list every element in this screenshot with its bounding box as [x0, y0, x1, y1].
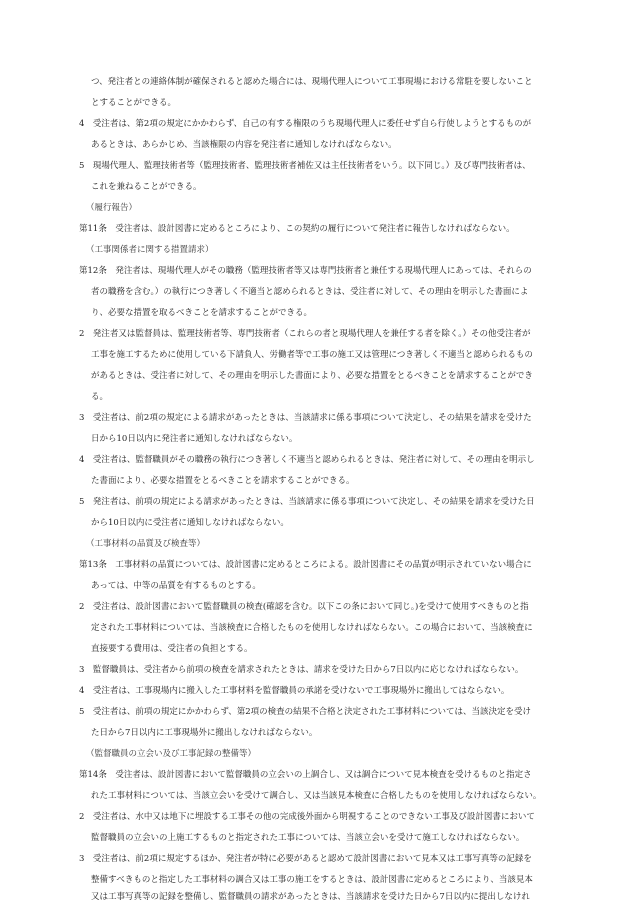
document-line-22: から10日以内に受注者に通知しなければならない。	[91, 518, 289, 528]
document-line-34: 第14条 受注者は、設計図書において監督職員の立会いの上調合し、又は調合について見本検査を受けるものと指定さ	[79, 770, 532, 780]
document-line-30: 4 受注者は、工事現場内に搬入した工事材料を監督職員の承諾を受けないで工事現場外に搬出してはならない。	[79, 686, 510, 696]
document-line-5: 5 現場代理人、監理技術者等（監理技術者、監理技術者補佐又は主任技術者をいう。以下同じ。）及び専門技術者は、	[79, 161, 531, 171]
document-line-36: 2 受注者は、水中又は地下に埋設する工事その他の完成後外面から明視することのできない工事及び設計図書において	[79, 812, 535, 822]
document-line-28: 直接要する費用は、受注者の負担とする。	[91, 644, 253, 654]
document-line-18: 日から10日以内に発注者に通知しなければならない。	[91, 434, 298, 444]
document-line-1: つ、発注者との連絡体制が確保されると認めた場合には、現場代理人について工事現場における常駐を要しないこと	[91, 77, 533, 87]
document-line-9: （工事関係者に関する措置請求）	[86, 245, 214, 255]
document-line-11: 者の職務を含む。）の執行につき著しく不適当と認められるときは、受注者に対して、その理由を明示した書面によ	[91, 287, 529, 297]
document-line-2: とすることができる。	[91, 98, 177, 108]
document-line-40: 又は工事写真等の記録を整備し、監督職員の請求があったときは、当該請求を受けた日から7日以内に提出しなけれ	[91, 892, 530, 902]
document-line-39: 整備すべきものと指定した工事材料の調合又は工事の施工をするときは、設計図書に定めるところにより、当該見本	[91, 875, 533, 885]
document-line-23: （工事材料の品質及び検査等）	[86, 539, 206, 549]
document-line-14: 工事を施工するために使用している下請負人、労働者等で工事の施工又は管理につき著しく不適当と認められるもの	[91, 350, 533, 360]
document-line-31: 5 受注者は、前項の規定にかかわらず、第2項の検査の結果不合格と決定された工事材料については、当該決定を受け	[79, 707, 531, 717]
document-line-15: があるときは、受注者に対して、その理由を明示した書面により、必要な措置をとるべきことを請求することができ	[91, 371, 533, 381]
document-line-38: 3 受注者は、前2項に規定するほか、発注者が特に必要があると認めて設計図書において見本又は工事写真等の記録を	[79, 854, 532, 864]
document-line-37: 監督職員の立会いの上施工するものと指定された工事については、当該立会いを受けて施工しなければならない。	[91, 833, 525, 843]
document-line-8: 第11条 受注者は、設計図書に定めるところにより、この契約の履行について発注者に報告しなければならない。	[79, 224, 515, 234]
document-line-24: 第13条 工事材料の品質については、設計図書に定めるところによる。設計図書にその品質が明示されていない場合に	[79, 560, 532, 570]
document-line-6: これを兼ねることができる。	[91, 182, 202, 192]
document-line-10: 第12条 発注者は、現場代理人がその職務（監理技術者等又は専門技術者と兼任する現場代理人にあっては、それらの	[79, 266, 532, 276]
document-line-33: （監督職員の立会い及び工事記録の整備等）	[86, 749, 257, 759]
document-line-13: 2 発注者又は監督員は、監理技術者等、専門技術者（これらの者と現場代理人を兼任する者を除く。）その他受注者が	[79, 329, 531, 339]
document-line-35: れた工事材料については、当該立会いを受けて調合し、又は当該見本検査に合格したものを使用しなければならない。	[91, 791, 542, 801]
document-line-3: 4 受注者は、第2項の規定にかかわらず、自己の有する権限のうち現場代理人に委任せず自ら行使しようとするものが	[79, 119, 532, 129]
document-line-19: 4 受注者は、監督職員がその職務の執行につき著しく不適当と認められるときは、発注者に対して、その理由を明示し	[79, 455, 535, 465]
document-line-16: る。	[91, 392, 109, 402]
document-line-12: り、必要な措置を取るべきことを請求することができる。	[91, 308, 313, 318]
document-line-32: た日から7日以内に工事現場外に搬出しなければならない。	[91, 728, 318, 738]
document-line-29: 3 監督職員は、受注者から前項の検査を請求されたときは、請求を受けた日から7日以内に応じなければならない。	[79, 665, 524, 675]
document-line-7: （履行報告）	[86, 203, 138, 213]
document-line-4: あるときは、あらかじめ、当該権限の内容を発注者に通知しなければならない。	[91, 140, 397, 150]
document-line-25: あっては、中等の品質を有するものとする。	[91, 581, 261, 591]
document-line-20: た書面により、必要な措置をとるべきことを請求することができる。	[91, 476, 355, 486]
document-line-26: 2 受注者は、設計図書において監督職員の検査(確認を含む。以下この条において同じ。)を受けて使用すべきものと指	[79, 602, 529, 612]
document-line-17: 3 受注者は、前2項の規定による請求があったときは、当該請求に係る事項について決定し、その結果を請求を受けた	[79, 413, 532, 423]
document-line-21: 5 発注者は、前項の規定による請求があったときは、当該請求に係る事項について決定し、その結果を請求を受けた日	[79, 497, 535, 507]
document-line-27: 定された工事材料については、当該検査に合格したものを使用しなければならない。この場合において、当該検査に	[91, 623, 533, 633]
